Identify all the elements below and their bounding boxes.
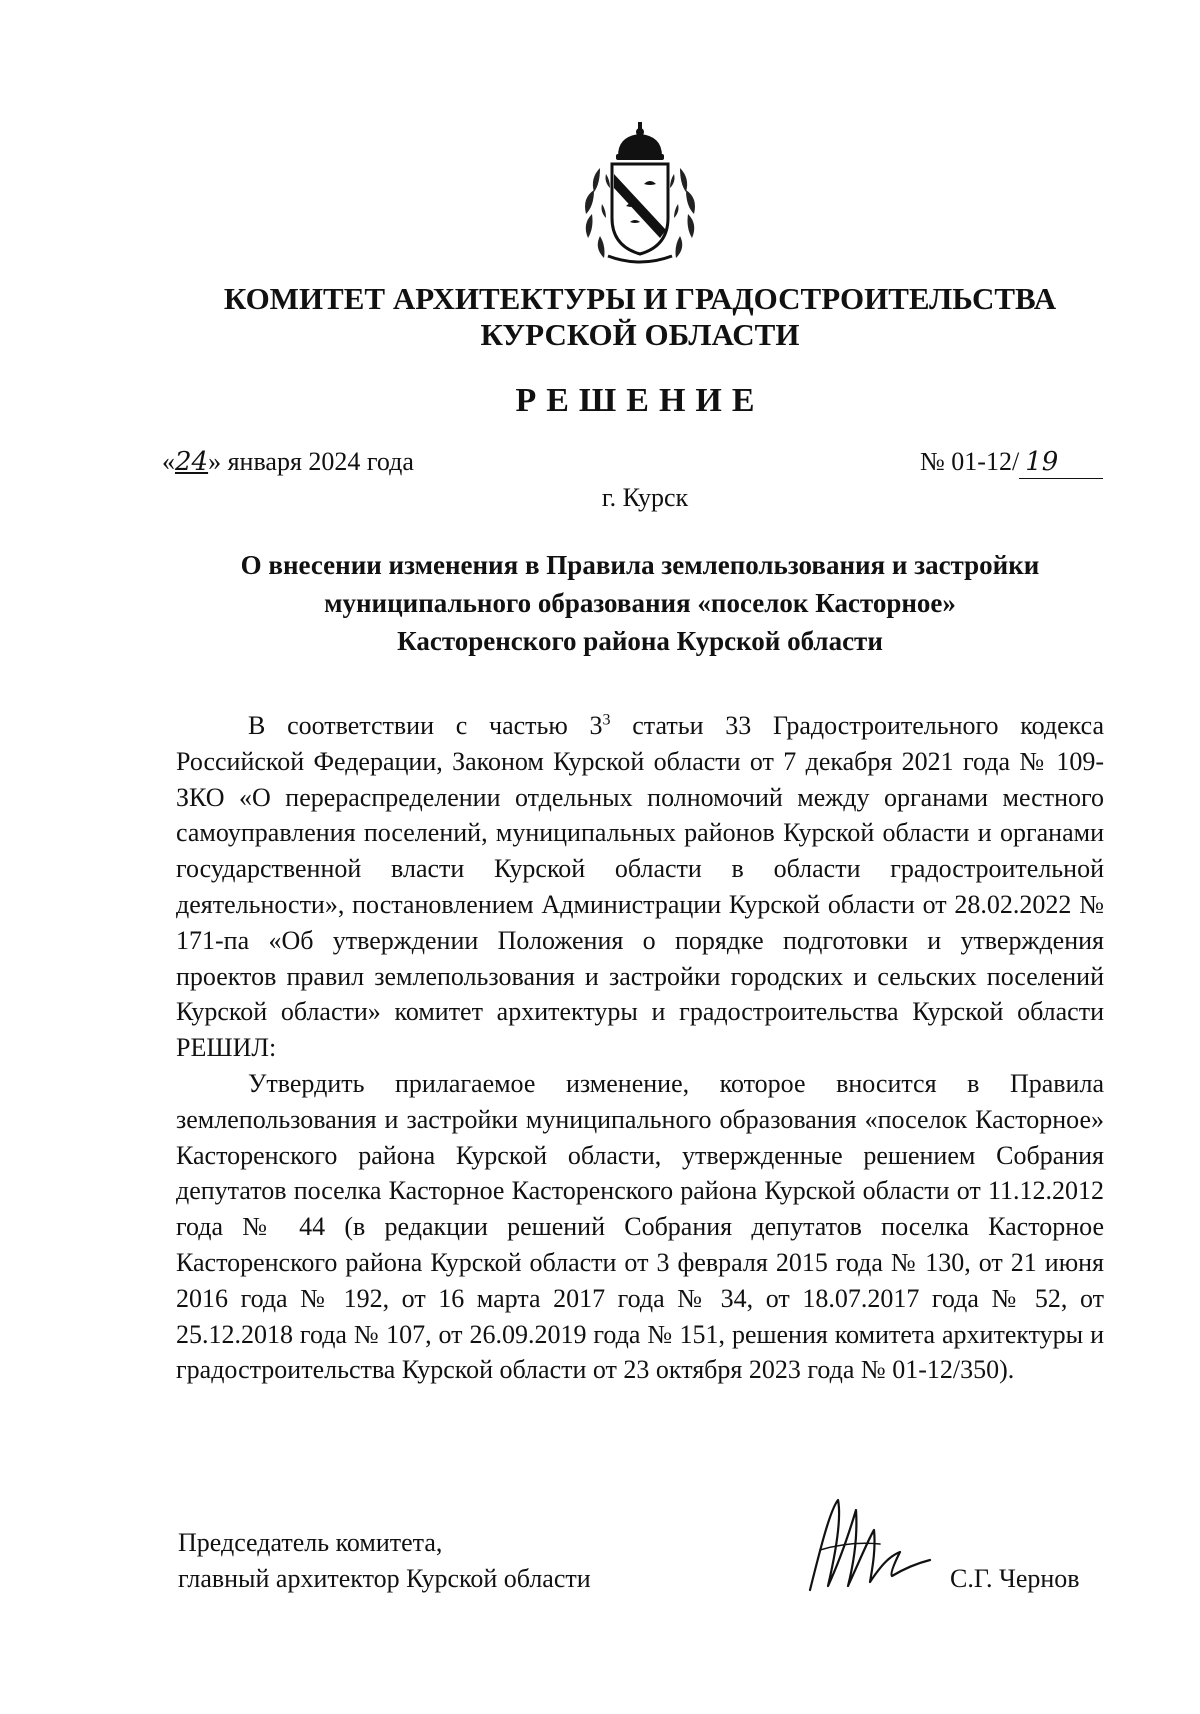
handwritten-signature-icon bbox=[790, 1490, 940, 1600]
document-type-title: РЕШЕНИЕ bbox=[515, 382, 765, 419]
subject-line2: муниципального образования «поселок Касторное» bbox=[324, 588, 956, 618]
subject-line3: Касторенского района Курской области bbox=[397, 626, 883, 656]
document-date bbox=[162, 446, 414, 478]
organization-title-line1: КОМИТЕТ АРХИТЕКТУРЫ И ГРАДОСТРОИТЕЛЬСТВА bbox=[223, 281, 1057, 316]
signer-position bbox=[178, 1525, 591, 1597]
subject-line1: О внесении изменения в Правила землепользования и застройки bbox=[240, 550, 1040, 580]
document-city: г. Курск bbox=[601, 483, 689, 512]
document-subject bbox=[200, 546, 1080, 660]
date-rest: » января 2024 года bbox=[208, 447, 414, 476]
document-number bbox=[920, 446, 1103, 479]
document-body bbox=[176, 708, 1104, 1388]
body-paragraph-1 bbox=[176, 708, 1104, 1066]
body-p1-superscript: 3 bbox=[602, 711, 611, 729]
signer-position-line1: Председатель комитета, bbox=[178, 1528, 443, 1557]
organization-title-line2: КУРСКОЙ ОБЛАСТИ bbox=[480, 317, 800, 352]
date-day-handwritten: 24 bbox=[175, 447, 209, 477]
document-number-handwritten: 19 bbox=[1019, 446, 1103, 479]
document-number-prefix: № 01-12/ bbox=[920, 447, 1020, 476]
body-p1-text-start: В соответствии с частью 3 bbox=[248, 711, 603, 740]
signer-name: С.Г. Чернов bbox=[950, 1564, 1080, 1593]
body-p1-text-end: статьи 33 Градостроительного кодекса Российской Федерации, Законом Курской области от 7 декабря 2021 года № 109-ЗКО «О перераспределении отдельных полномочий между органами местного самоуправления поселений, муниципальных районов Курской области и органами государственной власти Курской области в области градостроительной деятельности», постановлением Администрации Курской области от 28.02.2022 № 171-па «Об утверждении Положения о порядке подготовки и утверждения проектов правил землепользования и застройки городских и сельских поселений Курской области» комитет архитектуры и градостроительства Курской области РЕШИЛ: bbox=[176, 711, 1105, 1063]
date-open-quote: « bbox=[162, 447, 175, 476]
body-paragraph-2: Утвердить прилагаемое изменение, которое вносится в Правила землепользования и застройки муниципального образования «поселок Касторное» Касторенского района Курской области, утвержденные решением Собрания депутатов поселка Касторное Касторенского района Курской области от 11.12.2012 года № 44 (в редакции решений Собрания депутатов поселка Касторное Касторенского района Курской области от 3 февраля 2015 года № 130, от 21 июня 2016 года № 192, от 16 марта 2017 года № 34, от 18.07.2017 года № 52, от 25.12.2018 года № 107, от 26.09.2019 года № 151, решения комитета архитектуры и градостроительства Курской области от 23 октября 2023 года № 01-12/350). bbox=[176, 1068, 1104, 1385]
signer-position-line2: главный архитектор Курской области bbox=[178, 1564, 591, 1593]
coat-of-arms-icon bbox=[560, 118, 720, 268]
